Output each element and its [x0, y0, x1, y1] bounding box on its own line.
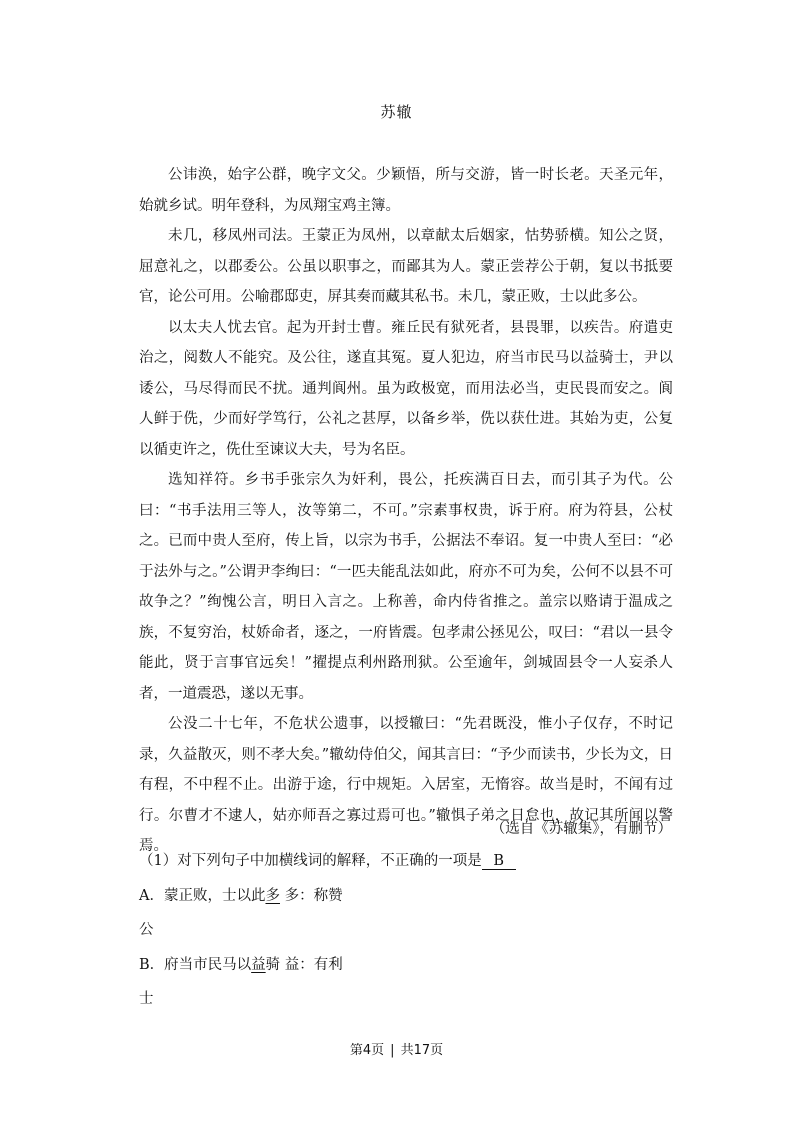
- option-b-underlined-word: 益: [251, 957, 266, 973]
- page-footer: [0, 1039, 793, 1058]
- question-prompt: （1）对下列句子中加横线词的解释，不正确的一项是: [139, 853, 482, 869]
- question-1: [139, 849, 516, 870]
- option-a-gloss: 多：称赞: [279, 888, 343, 904]
- paragraph-3: 以太夫人忧去官。起为开封士曹。雍丘民有狱死者，县畏罪，以疾告。府遣吏治之，阅数人不能究。及公往，遂直其冤。夏人犯边，府当市民马以益骑士，尹以诿公，马尽得而民不扰。通判阆州。虽为政极宽，而用法必当，吏民畏而安之。阆人鲜于侁，少而好学笃行，公礼之甚厚，以备乡举，侁以获仕进。其始为吏，公复以循吏许之，侁仕至谏议大夫，号为名臣。: [139, 319, 673, 458]
- source-note: （选自《苏辙集》，有删节）: [490, 821, 672, 837]
- option-a: [139, 884, 343, 905]
- article-title: 苏辙: [380, 103, 413, 121]
- answer-blank: B: [482, 853, 516, 870]
- option-a-underlined-word: 多: [265, 888, 280, 904]
- footer-separator: |: [390, 1043, 395, 1058]
- paragraph-1: 公讳涣，始字公群，晚字文父。少颖悟，所与交游，皆一时长老。天圣元年，始就乡试。明年登科，为凤翔宝鸡主簿。: [139, 167, 673, 214]
- option-b-label: B．府当市民马以: [139, 957, 252, 973]
- paragraph-2: 未几，移凤州司法。王蒙正为凤州，以章献太后姻家，怙势骄横。知公之贤，屈意礼之，以郡委公。公虽以职事之，而鄙其为人。蒙正尝荐公于朝，复以书抵要官，论公可用。公喻郡邸吏，屏其奏而藏其私书。未几，蒙正败，士以此多公。: [139, 228, 673, 305]
- page-number: 第4页: [349, 1043, 385, 1058]
- option-b-continuation: 士: [139, 991, 154, 1007]
- article-body: [139, 160, 673, 862]
- option-b-gloss: 骑 益：有利: [265, 957, 343, 973]
- paragraph-5: 公没二十七年，不危状公遗事，以授辙曰：“先君既没，惟小子仅存，不时记录，久益散灭，则不孝大矣。”辙幼侍伯父，闻其言曰：“予少而读书，少长为文，日有程，不中程不止。出游于途，行中规矩。入居室，无惰容。故当是时，不闻有过行。尔曹才不逮人，姑亦师吾之寡过焉可也。”辙惧子弟之日怠也，故记其所闻以警焉。: [139, 716, 673, 854]
- paragraph-4: 选知祥符。乡书手张宗久为奸利，畏公，托疾满百日去，而引其子为代。公曰：“书手法用三等人，汝等第二，不可。”宗素事权贵，诉于府。府为符县，公杖之。已而中贵人至府，传上旨，以宗为书手，公据法不奉诏。复一中贵人至曰：“必于法外与之。”公谓尹李绚曰：“一匹夫能乱法如此，府亦不可为矣，公何不以县不可故争之？”绚愧公言，明日入言之。上称善，命内侍省推之。盖宗以赂请于温成之族，不复穷治，杖娇命者，逐之，一府皆震。包孝肃公拯见公，叹曰：“君以一县令能此，贤于言事官远矣！”擢提点利州路刑狱。公至逾年，剑城固县令一人妄杀人者，一道震恐，遂以无事。: [139, 472, 673, 702]
- option-b: [139, 953, 343, 974]
- option-a-continuation: 公: [139, 922, 154, 938]
- option-a-label: A．蒙正败，士以此: [139, 888, 266, 904]
- page-total: 共17页: [400, 1043, 444, 1058]
